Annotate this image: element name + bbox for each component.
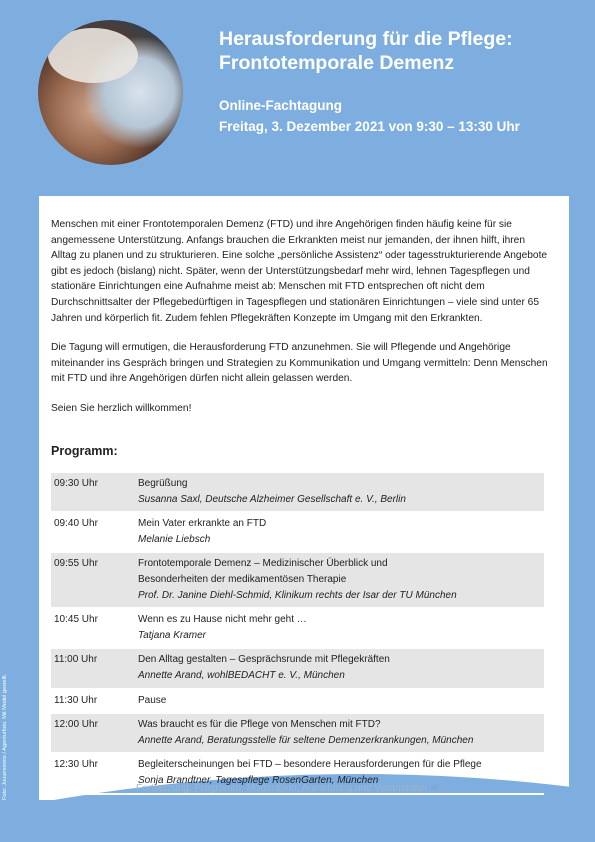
- intro-paragraph: Die Tagung will ermutigen, die Herausforderung FTD anzunehmen. Sie will Pflegende und Angehörige miteinander ins Gespräch bringen und Strategien zu Kommunikation und Umgang vermitteln: Denn Menschen mit FTD und ihre Angehörigen dürfen nicht allein gelassen werden.: [51, 342, 548, 385]
- program-speaker: Annette Arand, Beratungsstelle für seltene Demenzerkrankungen, München: [138, 734, 474, 746]
- program-speaker: Sonja Brandtner, Tagespflege RosenGarten, München: [138, 774, 379, 786]
- program-heading: Programm:: [51, 444, 118, 458]
- title-line-1: Herausforderung für die Pflege:: [219, 28, 513, 50]
- double-chevron-right-icon: »: [430, 779, 438, 794]
- program-row: [51, 609, 544, 649]
- event-date: Freitag, 3. Dezember 2021 von 9:30 – 13:30 Uhr: [219, 119, 520, 134]
- program-time: 09:30 Uhr: [54, 478, 98, 489]
- continuation-text: Fortsetzung: Programm, Moderation, Anmeldung und Veranstalter: [136, 783, 428, 794]
- program-title: Mein Vater erkrankte an FTD: [138, 518, 267, 530]
- photo-credit: Foto: Juuumonino / Agenturfoto. Mit Model gestellt.: [2, 673, 8, 800]
- program-title: Was braucht es für die Pflege von Menschen mit FTD?: [138, 719, 381, 731]
- program-speaker: Tatjana Kramer: [138, 629, 206, 641]
- continuation-link[interactable]: [136, 779, 438, 794]
- header: [219, 27, 520, 139]
- program-time: 10:45 Uhr: [54, 614, 98, 626]
- program-time: 11:00 Uhr: [54, 654, 98, 666]
- program-speaker: Annette Arand, wohlBEDACHT e. V., München: [138, 669, 345, 681]
- program-title: Frontotemporale Demenz – Medizinischer Überblick und Besonderheiten der medikamentösen Therapie: [138, 558, 388, 585]
- program-row: [51, 473, 544, 513]
- intro-paragraph: Seien Sie herzlich willkommen!: [51, 402, 192, 414]
- program-row: [51, 714, 544, 754]
- program-row: [51, 513, 544, 553]
- program-title: Begleiterscheinungen bei FTD – besondere Herausforderungen für die Pflege: [138, 759, 482, 771]
- intro-paragraph: Menschen mit einer Frontotemporalen Demenz (FTD) und ihre Angehörigen finden häufig keine für sie angemessene Unterstützung. Anfangs brauchen die Erkrankten meist nur jemanden, der ihnen hilft, ihren Alltag zu planen und zu strukturieren. Eine solche „persönliche Assistenz“ oder tagesstrukturierende Angebote gibt es jedoch (bislang) nicht. Später, wenn der Unterstützungsbedarf mehr wird, lehnen Tagespflegen und stationäre Einrichtungen eine Aufnahme meist ab: Menschen mit FTD entsprechen oft nicht dem Durchschnittsalter der Pflegebedürftigen in Tagespflegen und stationären Einrichtungen – viele sind unter 65 Jahren und körperlich fit. Zudem fehlen Pflegekräften Konzepte im Umgang mit den Erkrankten.: [51, 219, 548, 324]
- program-title: Wenn es zu Hause nicht mehr geht …: [138, 614, 307, 626]
- program-speaker: Prof. Dr. Janine Diehl-Schmid, Klinikum rechts der Isar der TU München: [138, 589, 457, 601]
- program-time: 12:30 Uhr: [54, 759, 98, 771]
- title-line-2: Frontotemporale Demenz: [219, 52, 455, 74]
- program-title: Pause: [138, 694, 167, 706]
- header-photo: [38, 20, 183, 165]
- program-row: [51, 553, 544, 609]
- program-title: Begrüßung: [138, 478, 188, 489]
- intro-text: [51, 217, 548, 431]
- program-speaker: Susanna Saxl, Deutsche Alzheimer Gesellschaft e. V., Berlin: [138, 493, 406, 505]
- program-row: [51, 649, 544, 689]
- program-row: [51, 690, 544, 715]
- program-title: Den Alltag gestalten – Gesprächsrunde mit Pflegekräften: [138, 654, 390, 666]
- program-time: 09:40 Uhr: [54, 518, 98, 530]
- program-time: 12:00 Uhr: [54, 719, 98, 731]
- event-subtitle: Online-Fachtagung: [219, 98, 342, 113]
- page-title: [219, 27, 520, 75]
- program-table: [51, 473, 544, 795]
- program-time: 11:30 Uhr: [54, 694, 98, 706]
- program-speaker: Melanie Liebsch: [138, 533, 211, 545]
- program-time: 09:55 Uhr: [54, 558, 98, 570]
